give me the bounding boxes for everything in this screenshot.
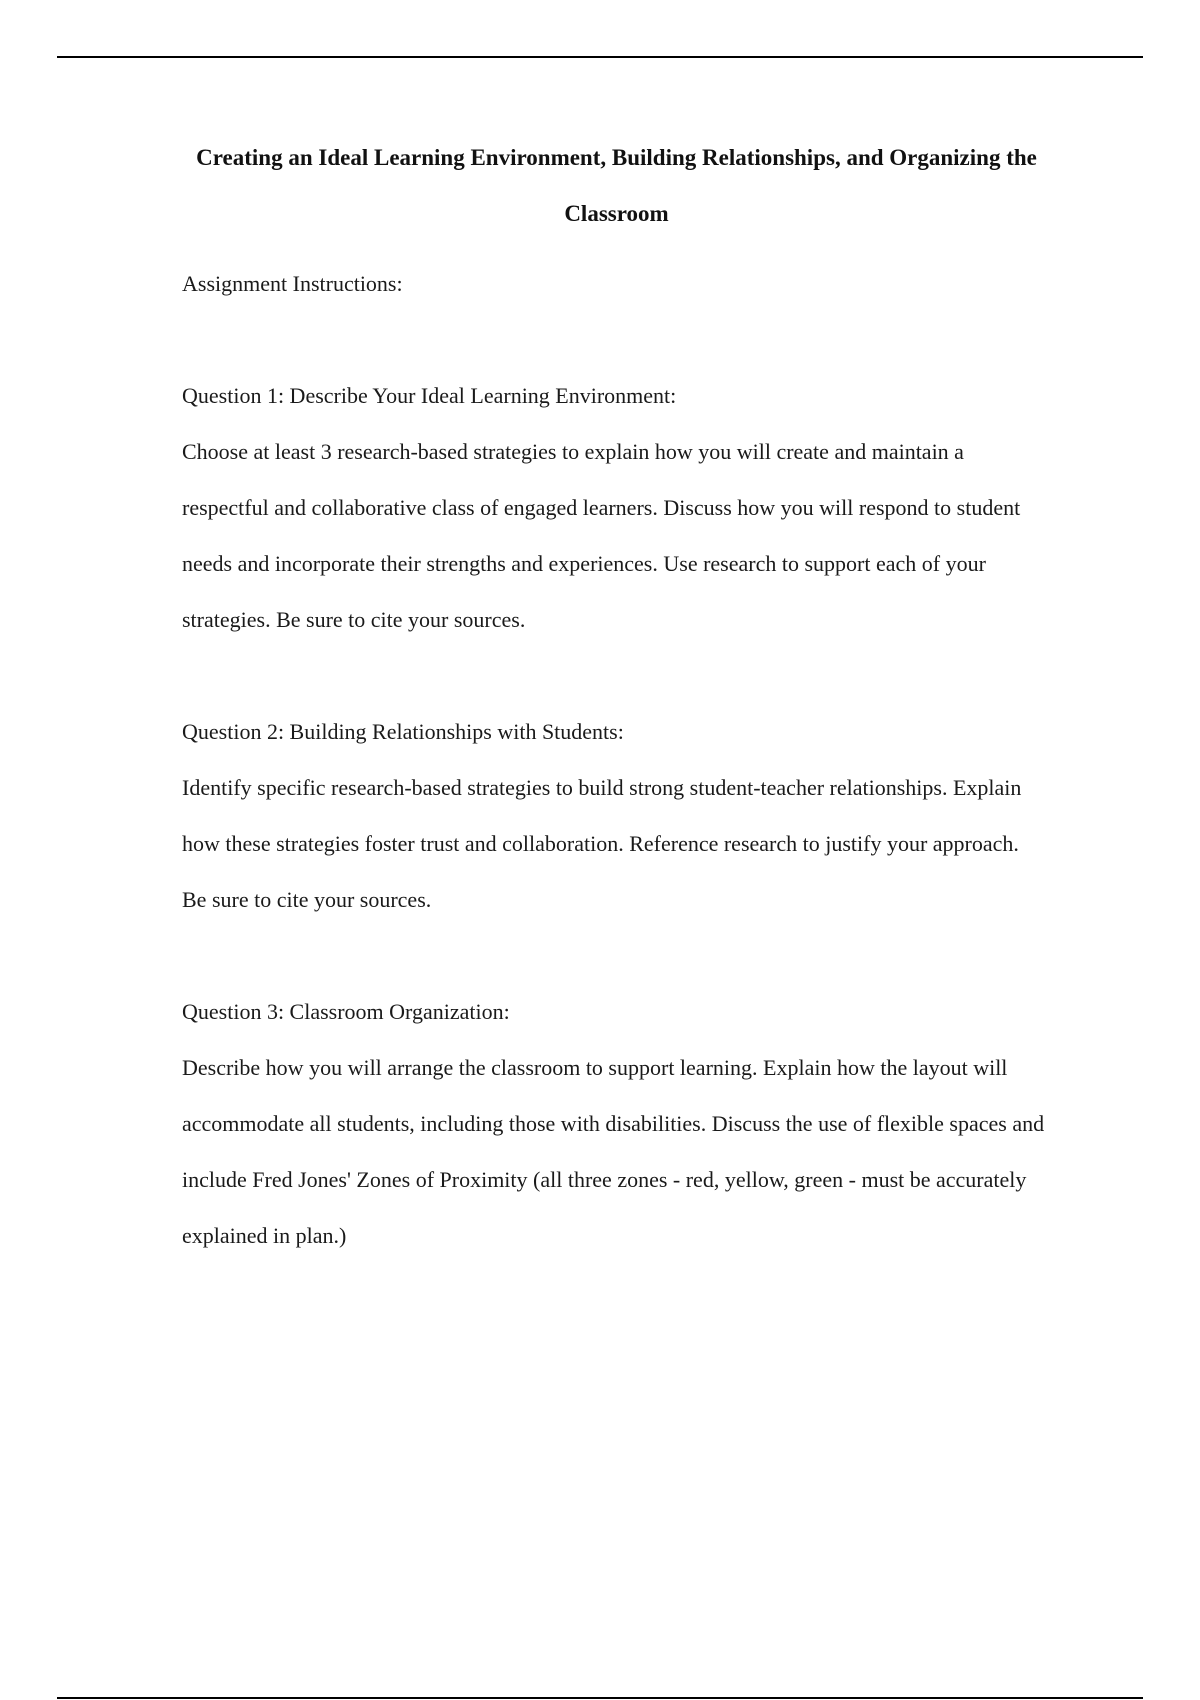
question-1: [182, 368, 1048, 648]
question-3: [182, 984, 1048, 1264]
question-1-heading: Question 1: Describe Your Ideal Learning Environment:: [182, 383, 677, 408]
question-3-body: Describe how you will arrange the classroom to support learning. Explain how the layout will accommodate all students, including those with disabilities. Discuss the use of flexible spaces and include Fred Jones' Zones of Proximity (all three zones - red, yellow, green - must be accurately explained in plan.): [182, 1055, 1045, 1248]
question-2-heading: Question 2: Building Relationships with Students:: [182, 719, 624, 744]
instructions-label: Assignment Instructions:: [182, 271, 403, 296]
document-title: Creating an Ideal Learning Environment, Building Relationships, and Organizing the Classroom: [196, 145, 1037, 226]
question-3-heading: Question 3: Classroom Organization:: [182, 999, 510, 1024]
question-1-body: Choose at least 3 research-based strategies to explain how you will create and maintain a respectful and collaborative class of engaged learners. Discuss how you will respond to student needs and incorporate their strengths and experiences. Use research to support each of your strategies. Be sure to cite your sources.: [182, 439, 1021, 632]
document-body: [182, 130, 1048, 1264]
footer-rule: [57, 1697, 1143, 1699]
header-rule: [57, 56, 1143, 58]
question-2: [182, 704, 1048, 928]
question-2-body: Identify specific research-based strategies to build strong student-teacher relationships. Explain how these strategies foster trust and collaboration. Reference research to justify your approach. Be sure to cite your sources.: [182, 775, 1022, 912]
